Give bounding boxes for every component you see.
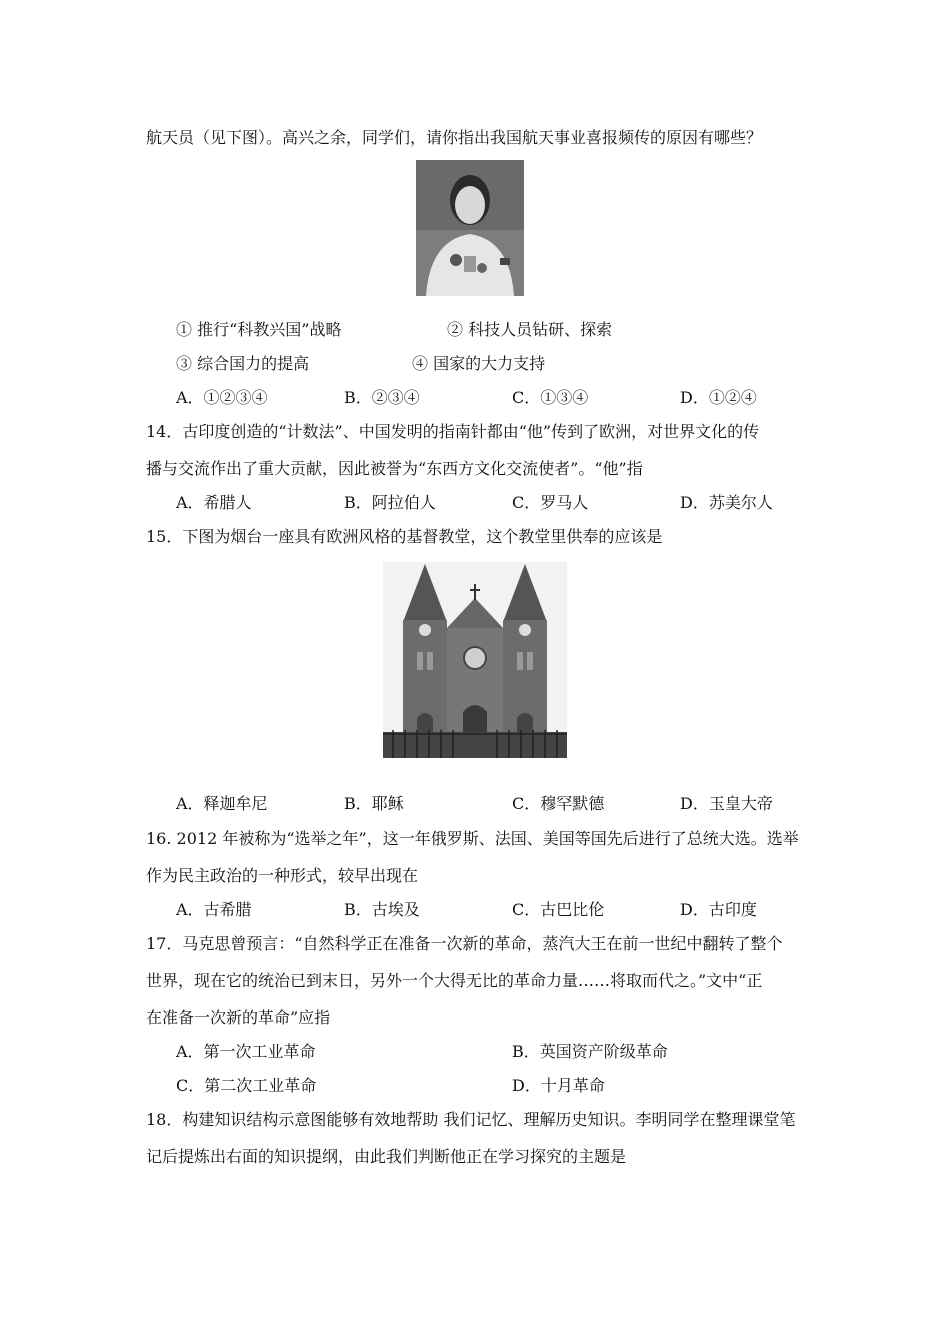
q14-option-a: A．希腊人 bbox=[176, 493, 252, 512]
church-photo bbox=[383, 562, 567, 758]
q13-option-c: C．①③④ bbox=[512, 388, 589, 407]
q16-stem-line1: 16. 2012 年被称为“选举之年”，这一年俄罗斯、法国、美国等国先后进行了总统大选。选举 bbox=[146, 829, 799, 848]
q15-stem: 15．下图为烟台一座具有欧洲风格的基督教堂，这个教堂里供奉的应该是 bbox=[146, 527, 663, 546]
q17-stem-line2: 世界，现在它的统治已到末日，另外一个大得无比的革命力量……将取而代之。”文中“正 bbox=[146, 971, 763, 990]
astronaut-photo bbox=[416, 160, 524, 296]
q13-statement-4: ④ 国家的大力支持 bbox=[412, 354, 546, 373]
q17-option-d: D．十月革命 bbox=[512, 1076, 605, 1095]
q16-option-a: A．古希腊 bbox=[176, 900, 252, 919]
q13-statement-1: ① 推行“科教兴国”战略 bbox=[176, 320, 342, 339]
q14-option-b: B．阿拉伯人 bbox=[344, 493, 436, 512]
q13-stem: 航天员（见下图）。高兴之余，同学们，请你指出我国航天事业喜报频传的原因有哪些？ bbox=[146, 128, 763, 147]
q14-stem-line2: 播与交流作出了重大贡献，因此被誉为“东西方文化交流使者”。“他”指 bbox=[146, 459, 643, 478]
q17-stem-line3: 在准备一次新的革命”应指 bbox=[146, 1008, 331, 1027]
q18-stem-line1: 18．构建知识结构示意图能够有效地帮助 我们记忆、理解历史知识。李明同学在整理课堂笔 bbox=[146, 1110, 796, 1129]
q16-option-d: D．古印度 bbox=[680, 900, 757, 919]
q17-option-c: C．第二次工业革命 bbox=[176, 1076, 317, 1095]
q18-stem-line2: 记后提炼出右面的知识提纲，由此我们判断他正在学习探究的主题是 bbox=[146, 1147, 627, 1166]
q13-statement-2: ② 科技人员钻研、探索 bbox=[447, 320, 613, 339]
q15-option-b: B．耶稣 bbox=[344, 794, 404, 813]
q13-statement-3: ③ 综合国力的提高 bbox=[176, 354, 310, 373]
q15-option-a: A．释迦牟尼 bbox=[176, 794, 268, 813]
q17-option-b: B．英国资产阶级革命 bbox=[512, 1042, 668, 1061]
q13-option-a: A．①②③④ bbox=[176, 388, 268, 407]
q13-option-b: B．②③④ bbox=[344, 388, 420, 407]
q15-option-d: D．玉皇大帝 bbox=[680, 794, 773, 813]
q16-option-c: C．古巴比伦 bbox=[512, 900, 605, 919]
q16-stem-line2: 作为民主政治的一种形式，较早出现在 bbox=[146, 866, 419, 885]
q16-option-b: B．古埃及 bbox=[344, 900, 420, 919]
q14-option-c: C．罗马人 bbox=[512, 493, 589, 512]
q17-stem-line1: 17．马克思曾预言：“自然科学正在准备一次新的革命，蒸汽大王在前一世纪中翻转了整个 bbox=[146, 934, 783, 953]
q15-option-c: C．穆罕默德 bbox=[512, 794, 605, 813]
q13-option-d: D．①②④ bbox=[680, 388, 757, 407]
q14-stem-line1: 14．古印度创造的“计数法”、中国发明的指南针都由“他”传到了欧洲，对世界文化的传 bbox=[146, 422, 760, 441]
q17-option-a: A．第一次工业革命 bbox=[176, 1042, 316, 1061]
q14-option-d: D．苏美尔人 bbox=[680, 493, 773, 512]
